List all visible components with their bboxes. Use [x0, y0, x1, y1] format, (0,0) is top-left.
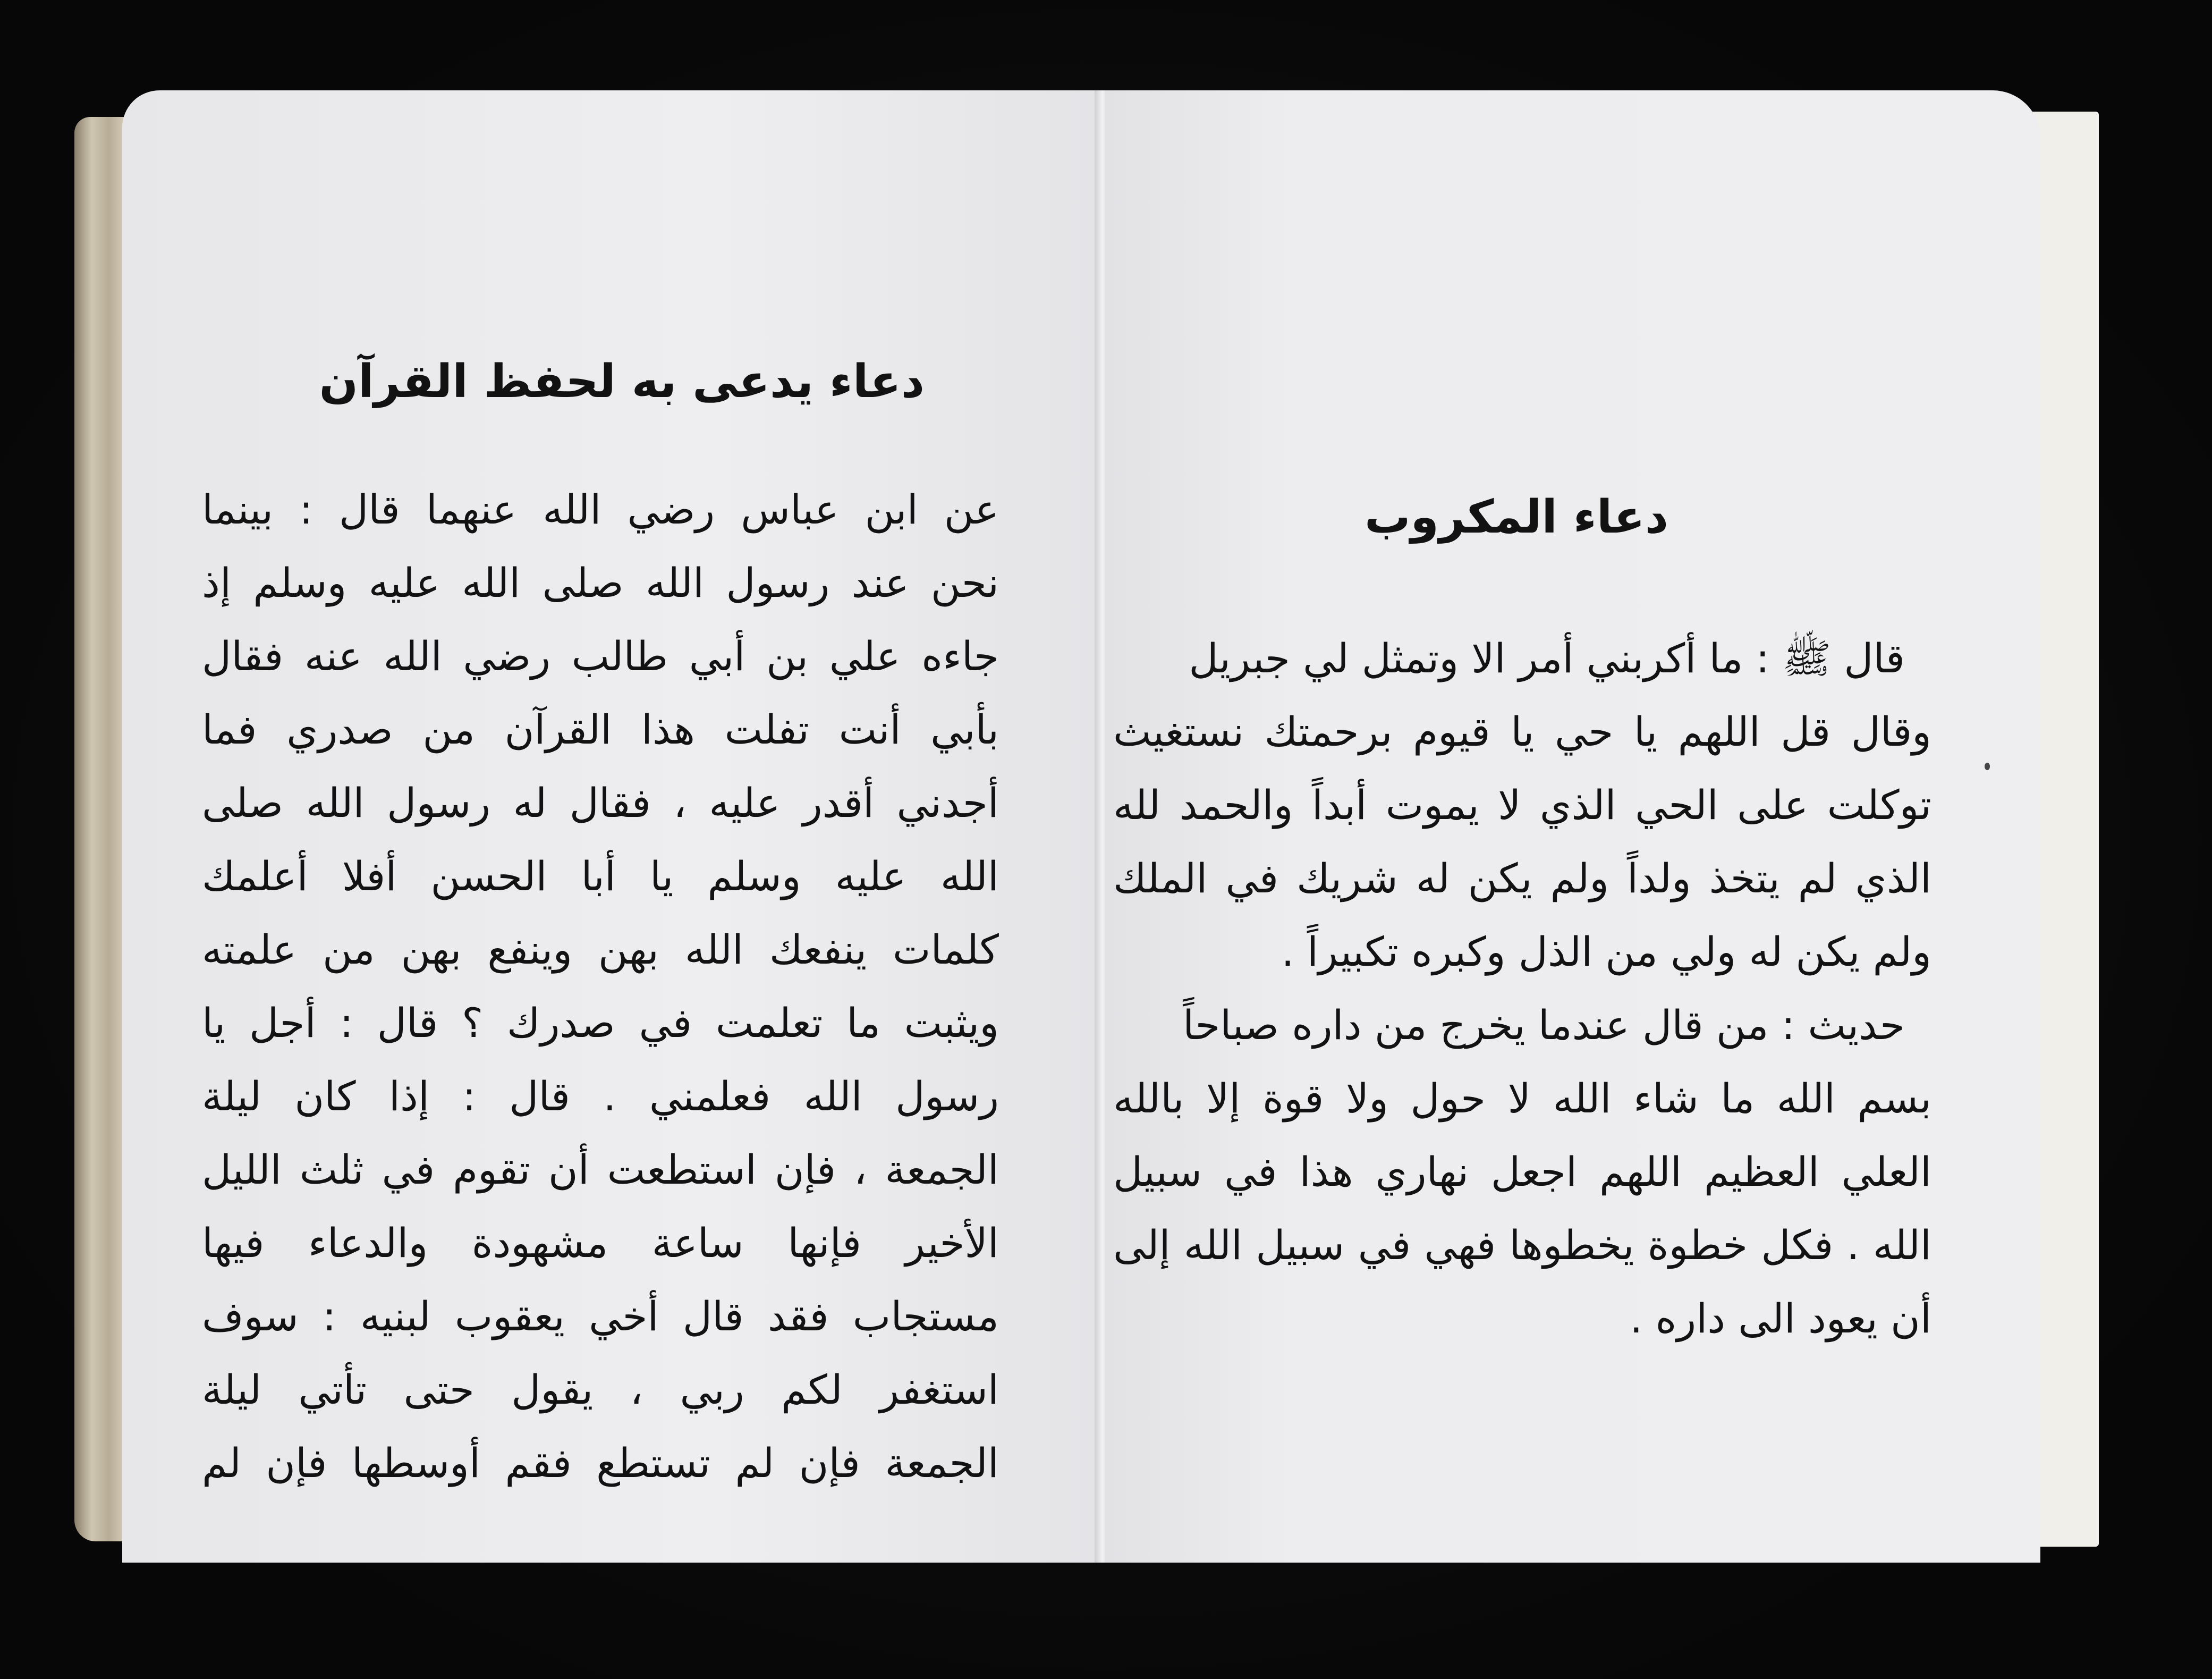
right-page: [1105, 90, 2040, 1563]
text-line: ولم يكن له ولي من الذل وكبره تكبيراً .: [1281, 928, 1931, 975]
text-line: وقال قل اللهم يا حي يا قيوم برحمتك نستغيث: [1113, 708, 1931, 755]
text-line: توكلت على الحي الذي لا يموت أبداً والحمد لله: [1113, 781, 1931, 829]
text-line: أجدني أقدر عليه ، فقال له رسول الله صلى: [202, 779, 999, 826]
text-line: الله عليه وسلم يا أبا الحسن أفلا أعلمك: [202, 853, 999, 900]
text-line: كلمات ينفعك الله بهن وينفع بهن من علمته: [202, 926, 999, 973]
text-line: أن يعود الى داره .: [1630, 1295, 1931, 1342]
text-line: رسول الله فعلمني . قال : إذا كان ليلة: [202, 1073, 999, 1120]
text-line: ويثبت ما تعلمت في صدرك ؟ قال : أجل يا: [202, 999, 999, 1047]
right-page-title: دعاء المكروب: [1365, 491, 1668, 544]
text-line: استغفر لكم ربي ، يقول حتى تأتي ليلة: [202, 1366, 999, 1413]
right-page-text: [1113, 622, 1931, 1355]
text-line: الجمعة ، فإن استطعت أن تقوم في ثلث الليل: [202, 1146, 999, 1193]
text-line: نحن عند رسول الله صلى الله عليه وسلم إذ: [202, 559, 999, 606]
text-line: بأبي أنت تفلت هذا القرآن من صدري فما: [202, 706, 999, 753]
text-line: العلي العظيم اللهم اجعل نهاري هذا في سبيل: [1113, 1148, 1931, 1195]
text-line: الذي لم يتخذ ولداً ولم يكن له شريك في الملك: [1113, 855, 1931, 902]
text-line: الجمعة فإن لم تستطع فقم أوسطها فإن لم: [202, 1439, 999, 1487]
text-line: بسم الله ما شاء الله لا حول ولا قوة إلا بالله: [1113, 1075, 1931, 1122]
text-line: حديث : من قال عندما يخرج من داره صباحاً: [1183, 1001, 1905, 1049]
left-page-text: [202, 473, 999, 1500]
left-page-title: دعاء يدعى به لحفظ القرآن: [319, 355, 925, 408]
open-book: [64, 90, 2099, 1579]
text-line: عن ابن عباس رضي الله عنهما قال : بينما: [202, 486, 999, 533]
ink-speck: [1985, 763, 1990, 770]
text-line: قال ﷺ : ما أكربني أمر الا وتمثل لي جبريل: [1189, 635, 1905, 682]
text-line: الأخير فإنها ساعة مشهودة والدعاء فيها: [202, 1219, 999, 1267]
text-line: الله . فكل خطوة يخطوها فهي في سبيل الله إلى: [1113, 1221, 1931, 1269]
text-line: مستجاب فقد قال أخي يعقوب لبنيه : سوف: [202, 1293, 999, 1340]
text-line: جاءه علي بن أبي طالب رضي الله عنه فقال: [202, 632, 999, 680]
left-page: [122, 90, 1100, 1563]
